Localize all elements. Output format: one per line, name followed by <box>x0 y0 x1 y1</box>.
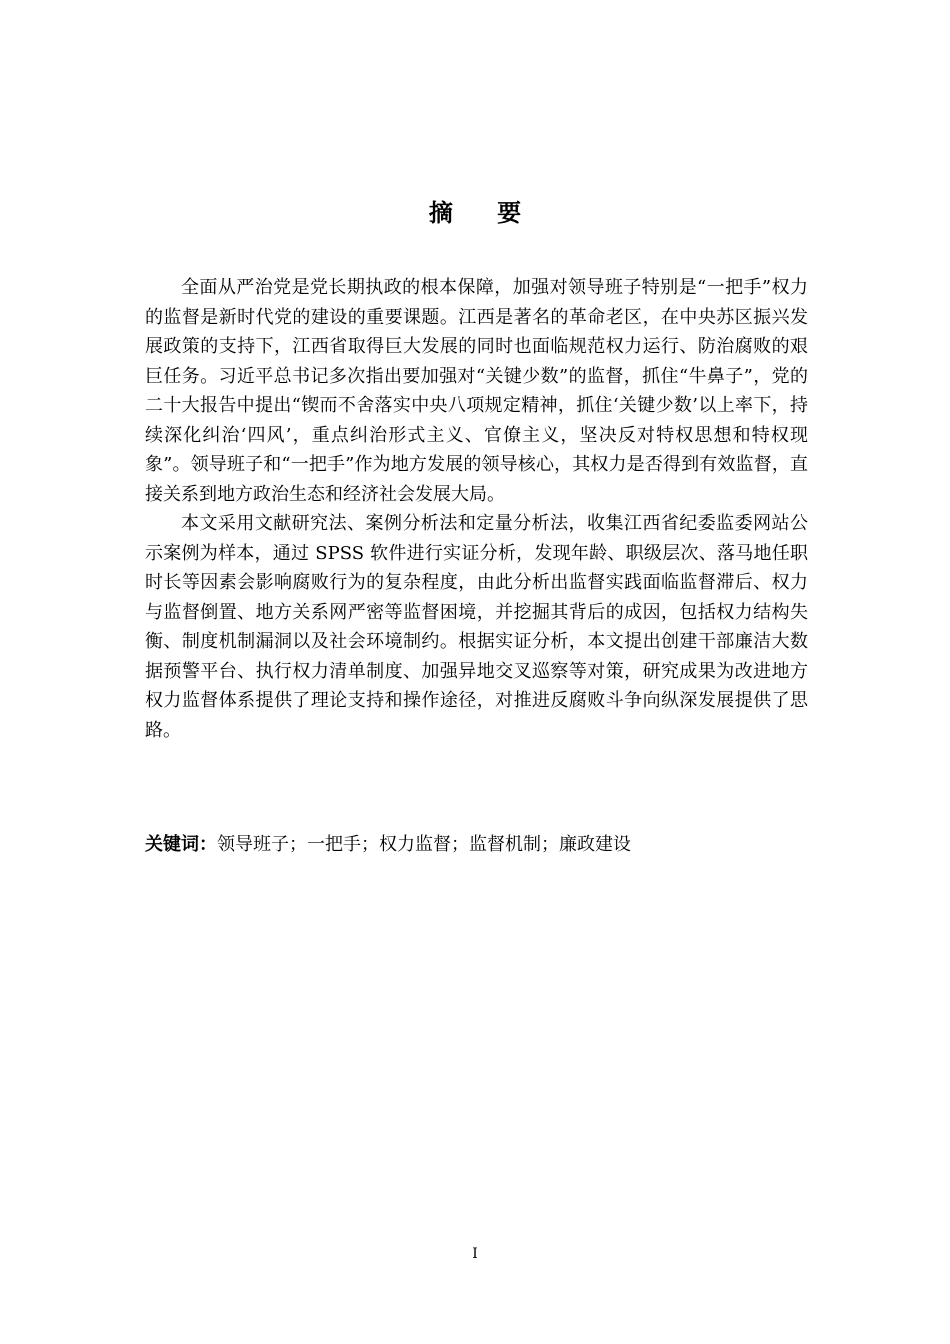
abstract-body <box>145 273 808 745</box>
keywords-label: 关键词： <box>145 834 217 855</box>
keywords-line <box>145 830 808 860</box>
abstract-paragraph-2: 本文采用文献研究法、案例分析法和定量分析法，收集江西省纪委监委网站公示案例为样本，通过 SPSS 软件进行实证分析，发现年龄、职级层次、落马地任职时长等因素会影响腐败行为的复杂程度，由此分析出监督实践面临监督滞后、权力与监督倒置、地方关系网严密等监督困境，并挖掘其背后的成因，包括权力结构失衡、制度机制漏洞以及社会环境制约。根据实证分析，本文提出创建干部廉洁大数据预警平台、执行权力清单制度、加强异地交叉巡察等对策，研究成果为改进地方权力监督体系提供了理论支持和操作途径，对推进反腐败斗争向纵深发展提供了思路。 <box>145 513 808 741</box>
keywords-list: 领导班子；一把手；权力监督；监督机制；廉政建设 <box>217 834 631 855</box>
page-number: I <box>472 1246 478 1262</box>
abstract-paragraph-1: 全面从严治党是党长期执政的根本保障，加强对领导班子特别是“一把手”权力的监督是新时代党的建设的重要课题。江西是著名的革命老区，在中央苏区振兴发展政策的支持下，江西省取得巨大发展的同时也面临规范权力运行、防治腐败的艰巨任务。习近平总书记多次指出要加强对“关键少数”的监督，抓住“牛鼻子”，党的二十大报告中提出“锲而不舍落实中央八项规定精神，抓住‘关键少数’以上率下，持续深化纠治‘四风’，重点纠治形式主义、官僚主义，坚决反对特权思想和特权现象”。领导班子和“一把手”作为地方发展的领导核心，其权力是否得到有效监督，直接关系到地方政治生态和经济社会发展大局。 <box>145 277 808 505</box>
abstract-title: 摘 要 <box>428 199 540 227</box>
